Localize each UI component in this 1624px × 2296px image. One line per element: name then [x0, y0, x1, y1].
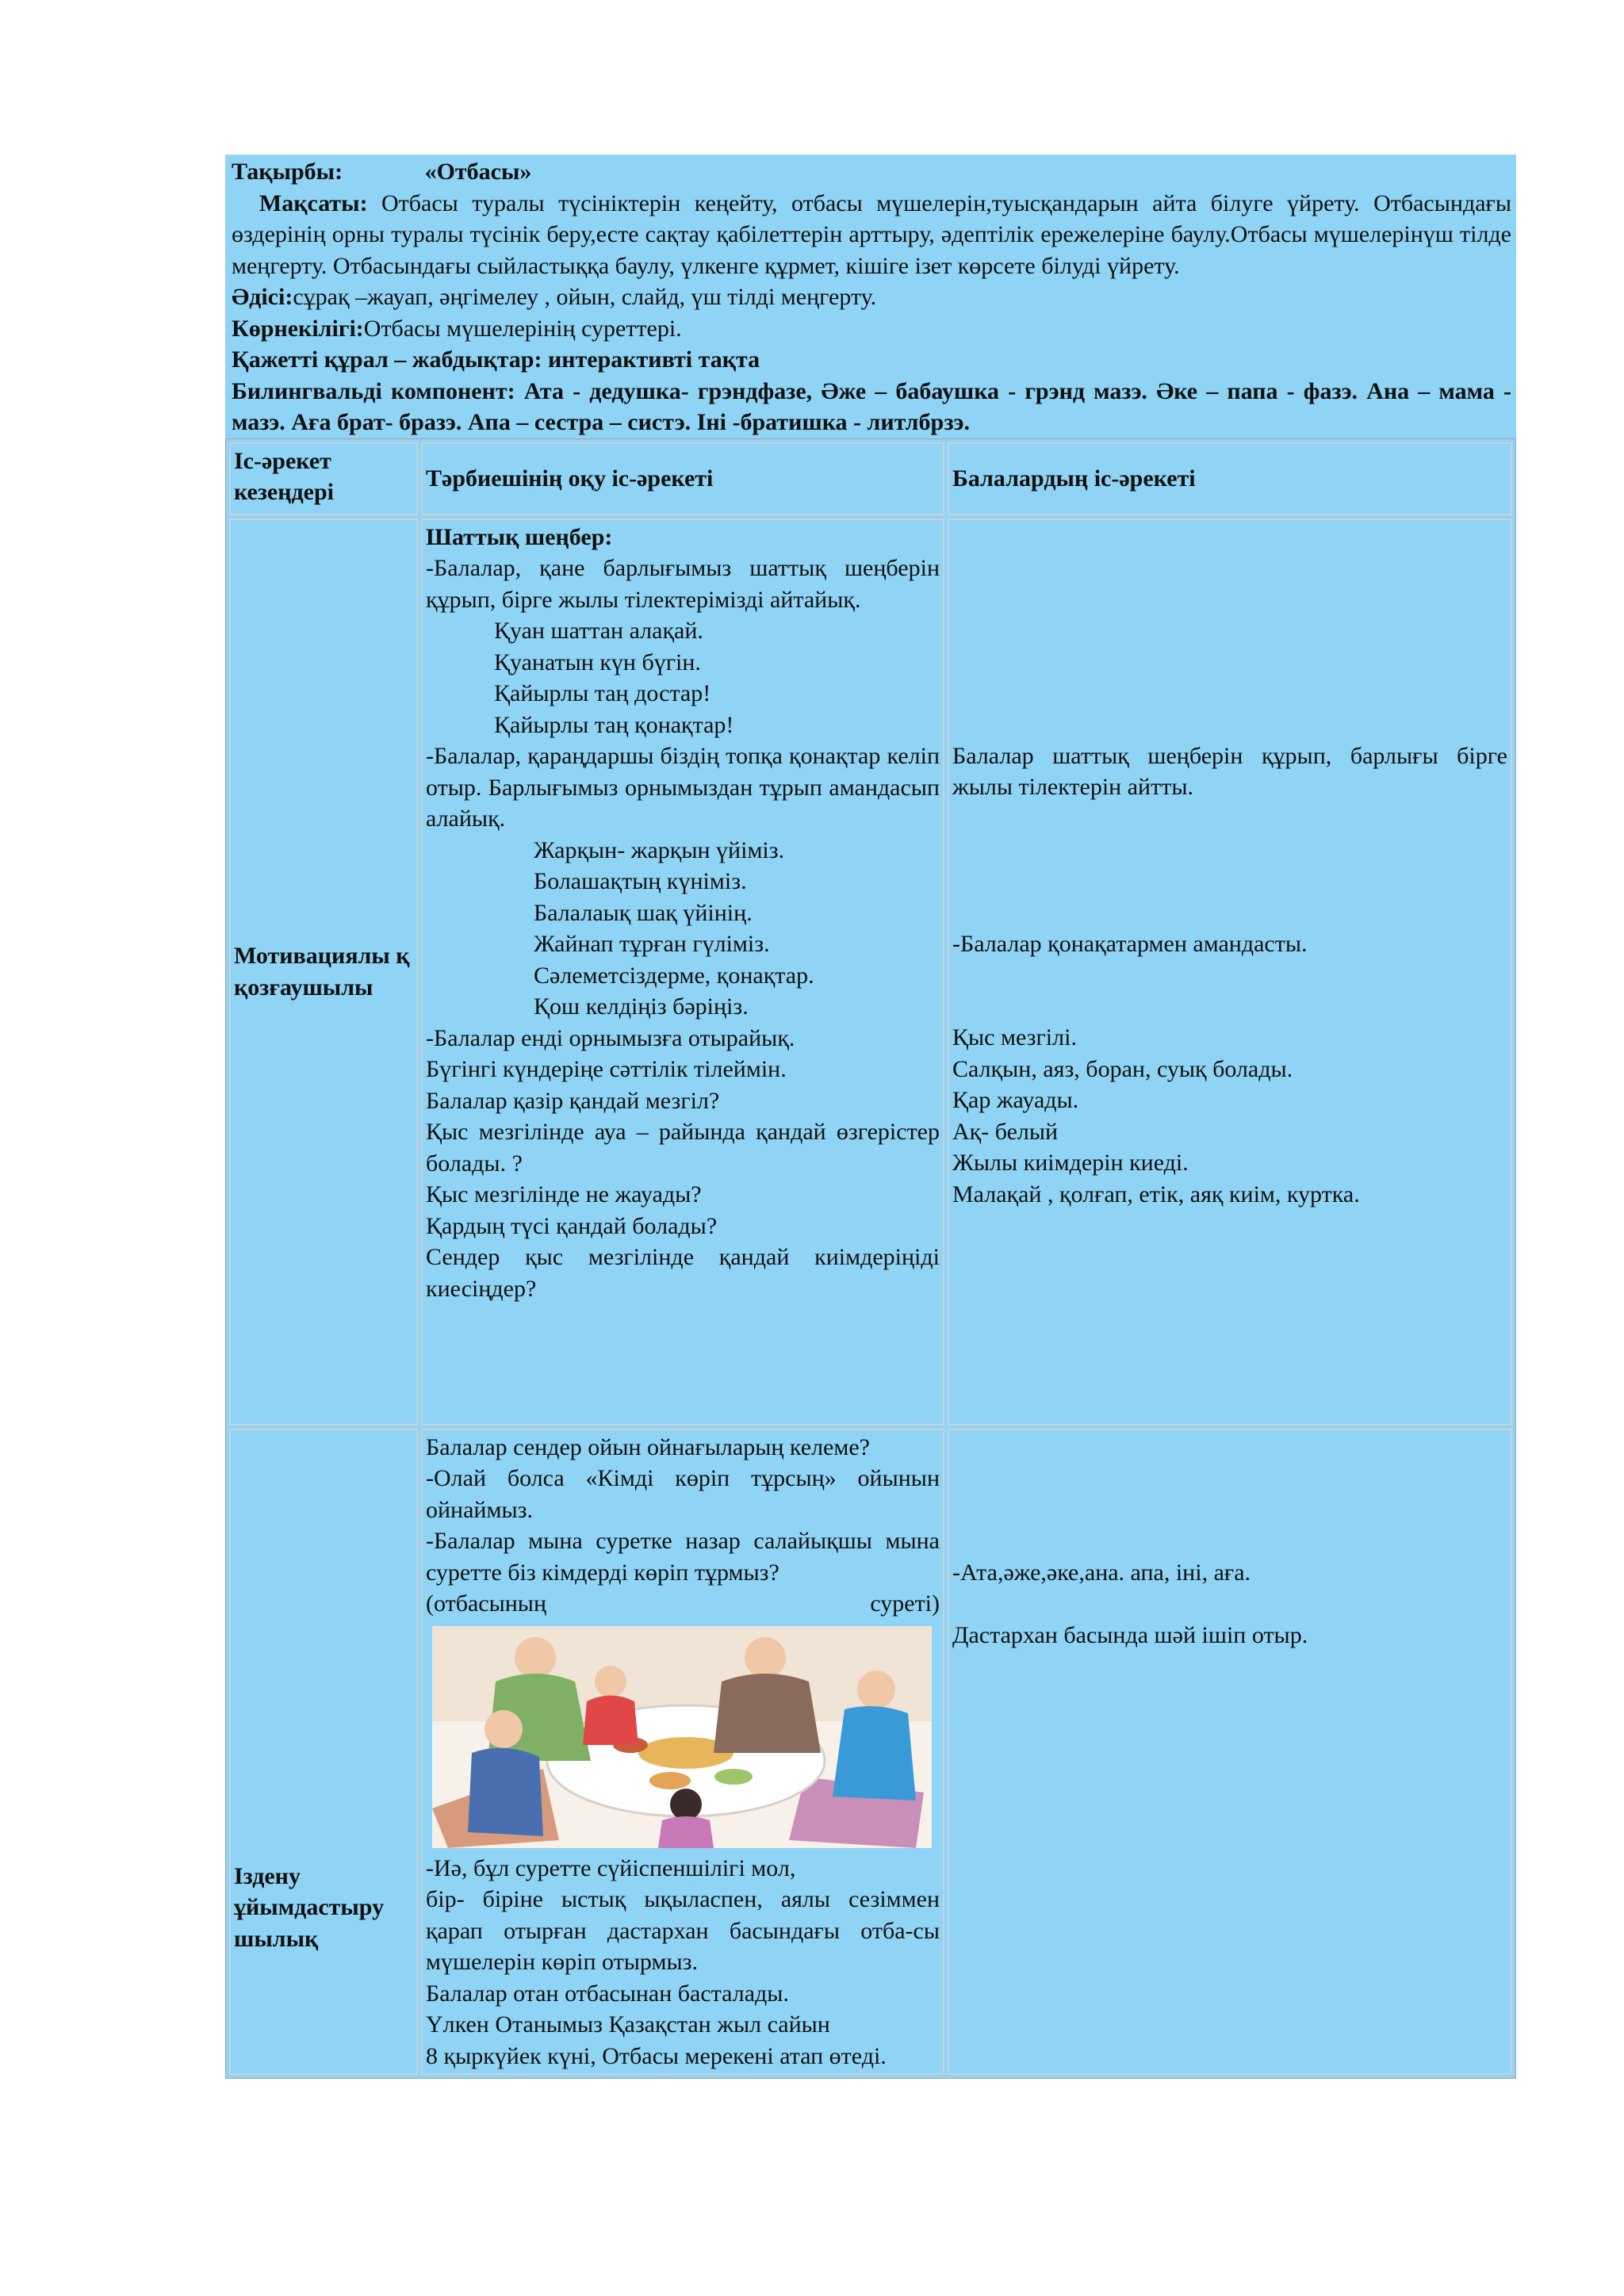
- caption-left: (отбасының: [426, 1590, 547, 1617]
- children-answer: Ақ- белый: [952, 1118, 1059, 1145]
- col-header-stages: Іс-әрекет кезеңдері: [229, 442, 418, 515]
- teacher-cell-motivation: [421, 519, 944, 1425]
- table-row: [229, 519, 1512, 1425]
- children-answer: Қыс мезгілі.: [952, 1024, 1077, 1050]
- circle-heading: Шаттық шеңбер:: [426, 523, 613, 550]
- teacher-line: бір- біріне ыстық ықыласпен, аялы сезіммен қарап отырған дастархан басындағы отба-сы мүшелерін көріп отырмыз.: [426, 1886, 940, 1975]
- children-answer: Қар жауады.: [952, 1087, 1079, 1113]
- stage-search: Іздену ұйымдастыру шылық: [229, 1429, 418, 2076]
- poem-line: Қуанатын күн бүгін.: [494, 649, 701, 675]
- teacher-question: -Балалар енді орнымызға отырайық.: [426, 1024, 795, 1051]
- photo-caption: [426, 1588, 940, 1620]
- caption-right: суреті): [870, 1590, 940, 1617]
- tools-line: Қажетті құрал – жабдықтар: интерактивті тақта: [232, 346, 760, 373]
- goal-label: Мақсаты:: [259, 189, 368, 216]
- teacher-question: Сендер қыс мезгілінде қандай киімдеріңіді киесіңдер?: [426, 1244, 940, 1302]
- children-answer: Салқын, аяз, боран, суық болады.: [952, 1055, 1293, 1082]
- children-cell-search: [948, 1429, 1512, 2076]
- poem-line: Қайырлы таң қонақтар!: [494, 711, 734, 738]
- lesson-header: [225, 155, 1516, 442]
- children-tea: Дастархан басында шәй ішіп отыр.: [952, 1622, 1308, 1648]
- stage-motivation: Мотивациялы қ қозғаушылы: [229, 519, 418, 1425]
- children-answer: Жылы киімдерін киеді.: [952, 1150, 1189, 1176]
- topic-label: Тақырбы:: [232, 159, 343, 185]
- topic-value: «Отбасы»: [424, 159, 532, 185]
- method-text: сұрақ –жауап, әңгімелеу , ойын, слайд, үш тілді меңгерту.: [293, 284, 877, 310]
- teacher-question: Қыс мезгілінде ауа – райында қандай өзгерістер болады. ?: [426, 1119, 940, 1177]
- teacher-cell-search: [421, 1429, 944, 2076]
- method-label: Әдісі:: [232, 284, 293, 310]
- poem-line: Болашақтың күніміз.: [534, 868, 747, 894]
- teacher-line: 8 қыркүйек күні, Отбасы мерекені атап өтеді.: [426, 2042, 887, 2069]
- lesson-table: [225, 438, 1516, 2080]
- teacher-line: Балалар сендер ойын ойнағыларың келеме?: [426, 1433, 870, 1460]
- teacher-question: Бүгінгі күндеріңе сәттілік тілеймін.: [426, 1056, 787, 1082]
- children-cell-motivation: [948, 519, 1512, 1425]
- poem-line: Балалаық шақ үйінің.: [534, 899, 753, 926]
- col-header-children: Балалардың іс-әрекеті: [948, 442, 1512, 515]
- poem-line: Жарқын- жарқын үйіміз.: [534, 836, 785, 863]
- teacher-line: -Балалар мына суретке назар салайықшы мына суретте біз кімдерді көріп тұрмыз?: [426, 1528, 940, 1586]
- table-header-row: [229, 442, 1512, 515]
- children-greet: -Балалар қонақатармен амандасты.: [952, 930, 1308, 957]
- table-row: [229, 1429, 1512, 2076]
- col-header-teacher: Тәрбиешінің оқу іс-әрекеті: [421, 442, 944, 515]
- method-line: [232, 281, 1511, 313]
- poem-line: Қайырлы таң достар!: [494, 680, 711, 706]
- children-family: -Ата,әже,әке,ана. апа, іні, аға.: [952, 1559, 1251, 1586]
- poem-line: Қош келдіңіз бәріңіз.: [534, 993, 749, 1020]
- lesson-plan: [225, 155, 1516, 2079]
- family-dinner-image: [432, 1626, 932, 1848]
- bilingual-line: Билингвальді компонент: Ата - дедушка- грэндфазе, Әже – бабаушка - грэнд мазэ. Әке – папа - фазэ. Ана – мама - мазэ. Аға брат- бразэ. Апа – сестра – систэ. Іні -братишка - литлбрзэ.: [232, 377, 1511, 435]
- teacher-line: Үлкен Отанымыз Қазақстан жыл сайын: [426, 2011, 830, 2038]
- children-circle: Балалар шаттық шеңберін құрып, барлығы бірге жылы тілектерін айтты.: [952, 742, 1507, 800]
- teacher-line: -Олай болса «Кімді көріп тұрсың» ойынын ойнаймыз.: [426, 1465, 940, 1523]
- poem-line: Қуан шаттан алақай.: [494, 618, 703, 644]
- teacher-line: Балалар отан отбасынан басталады.: [426, 1980, 789, 2007]
- teacher-question: Балалар қазір қандай мезгіл?: [426, 1087, 720, 1114]
- teacher-intro: -Балалар, қане барлығымыз шаттық шеңберін құрып, бірге жылы тілектерімізді айтайық.: [426, 555, 940, 613]
- visual-line: [232, 313, 1511, 345]
- teacher-guests: -Балалар, қараңдаршы біздің топқа қонақтар келіп отыр. Барлығымыз орнымыздан тұрып амандасып алайық.: [426, 743, 940, 832]
- poem-line: Сәлеметсіздерме, қонақтар.: [534, 962, 814, 989]
- children-answer: Малақай , қолғап, етік, аяқ киім, куртка.: [952, 1181, 1360, 1207]
- visual-text: Отбасы мүшелерінің суреттері.: [363, 315, 682, 342]
- poem-line: Жайнап тұрған гүліміз.: [534, 931, 770, 957]
- teacher-question: Қардың түсі қандай болады?: [426, 1212, 718, 1239]
- teacher-line: -Иә, бұл суретте сүйіспеншілігі мол,: [426, 1854, 796, 1881]
- goal-text: Отбасы туралы түсініктерін кеңейту, отбасы мүшелерін,туысқандарын айта білуге үйрету. Отбасындағы өздерінің орны туралы түсінік беру,есте сақтау қабілеттерін арттыру, әдептілік ережелеріне баулу.Отбасы мүшелерінүш тілде меңгерту. Отбасындағы сыйластыққа баулу, үлкенге құрмет, кішіге ізет көрсете білуді үйрету.: [232, 189, 1511, 279]
- teacher-question: Қыс мезгілінде не жауады?: [426, 1181, 702, 1207]
- topic-line: [232, 156, 1511, 188]
- visual-label: Көрнекілігі:: [232, 315, 364, 342]
- goal-paragraph: [232, 188, 1511, 282]
